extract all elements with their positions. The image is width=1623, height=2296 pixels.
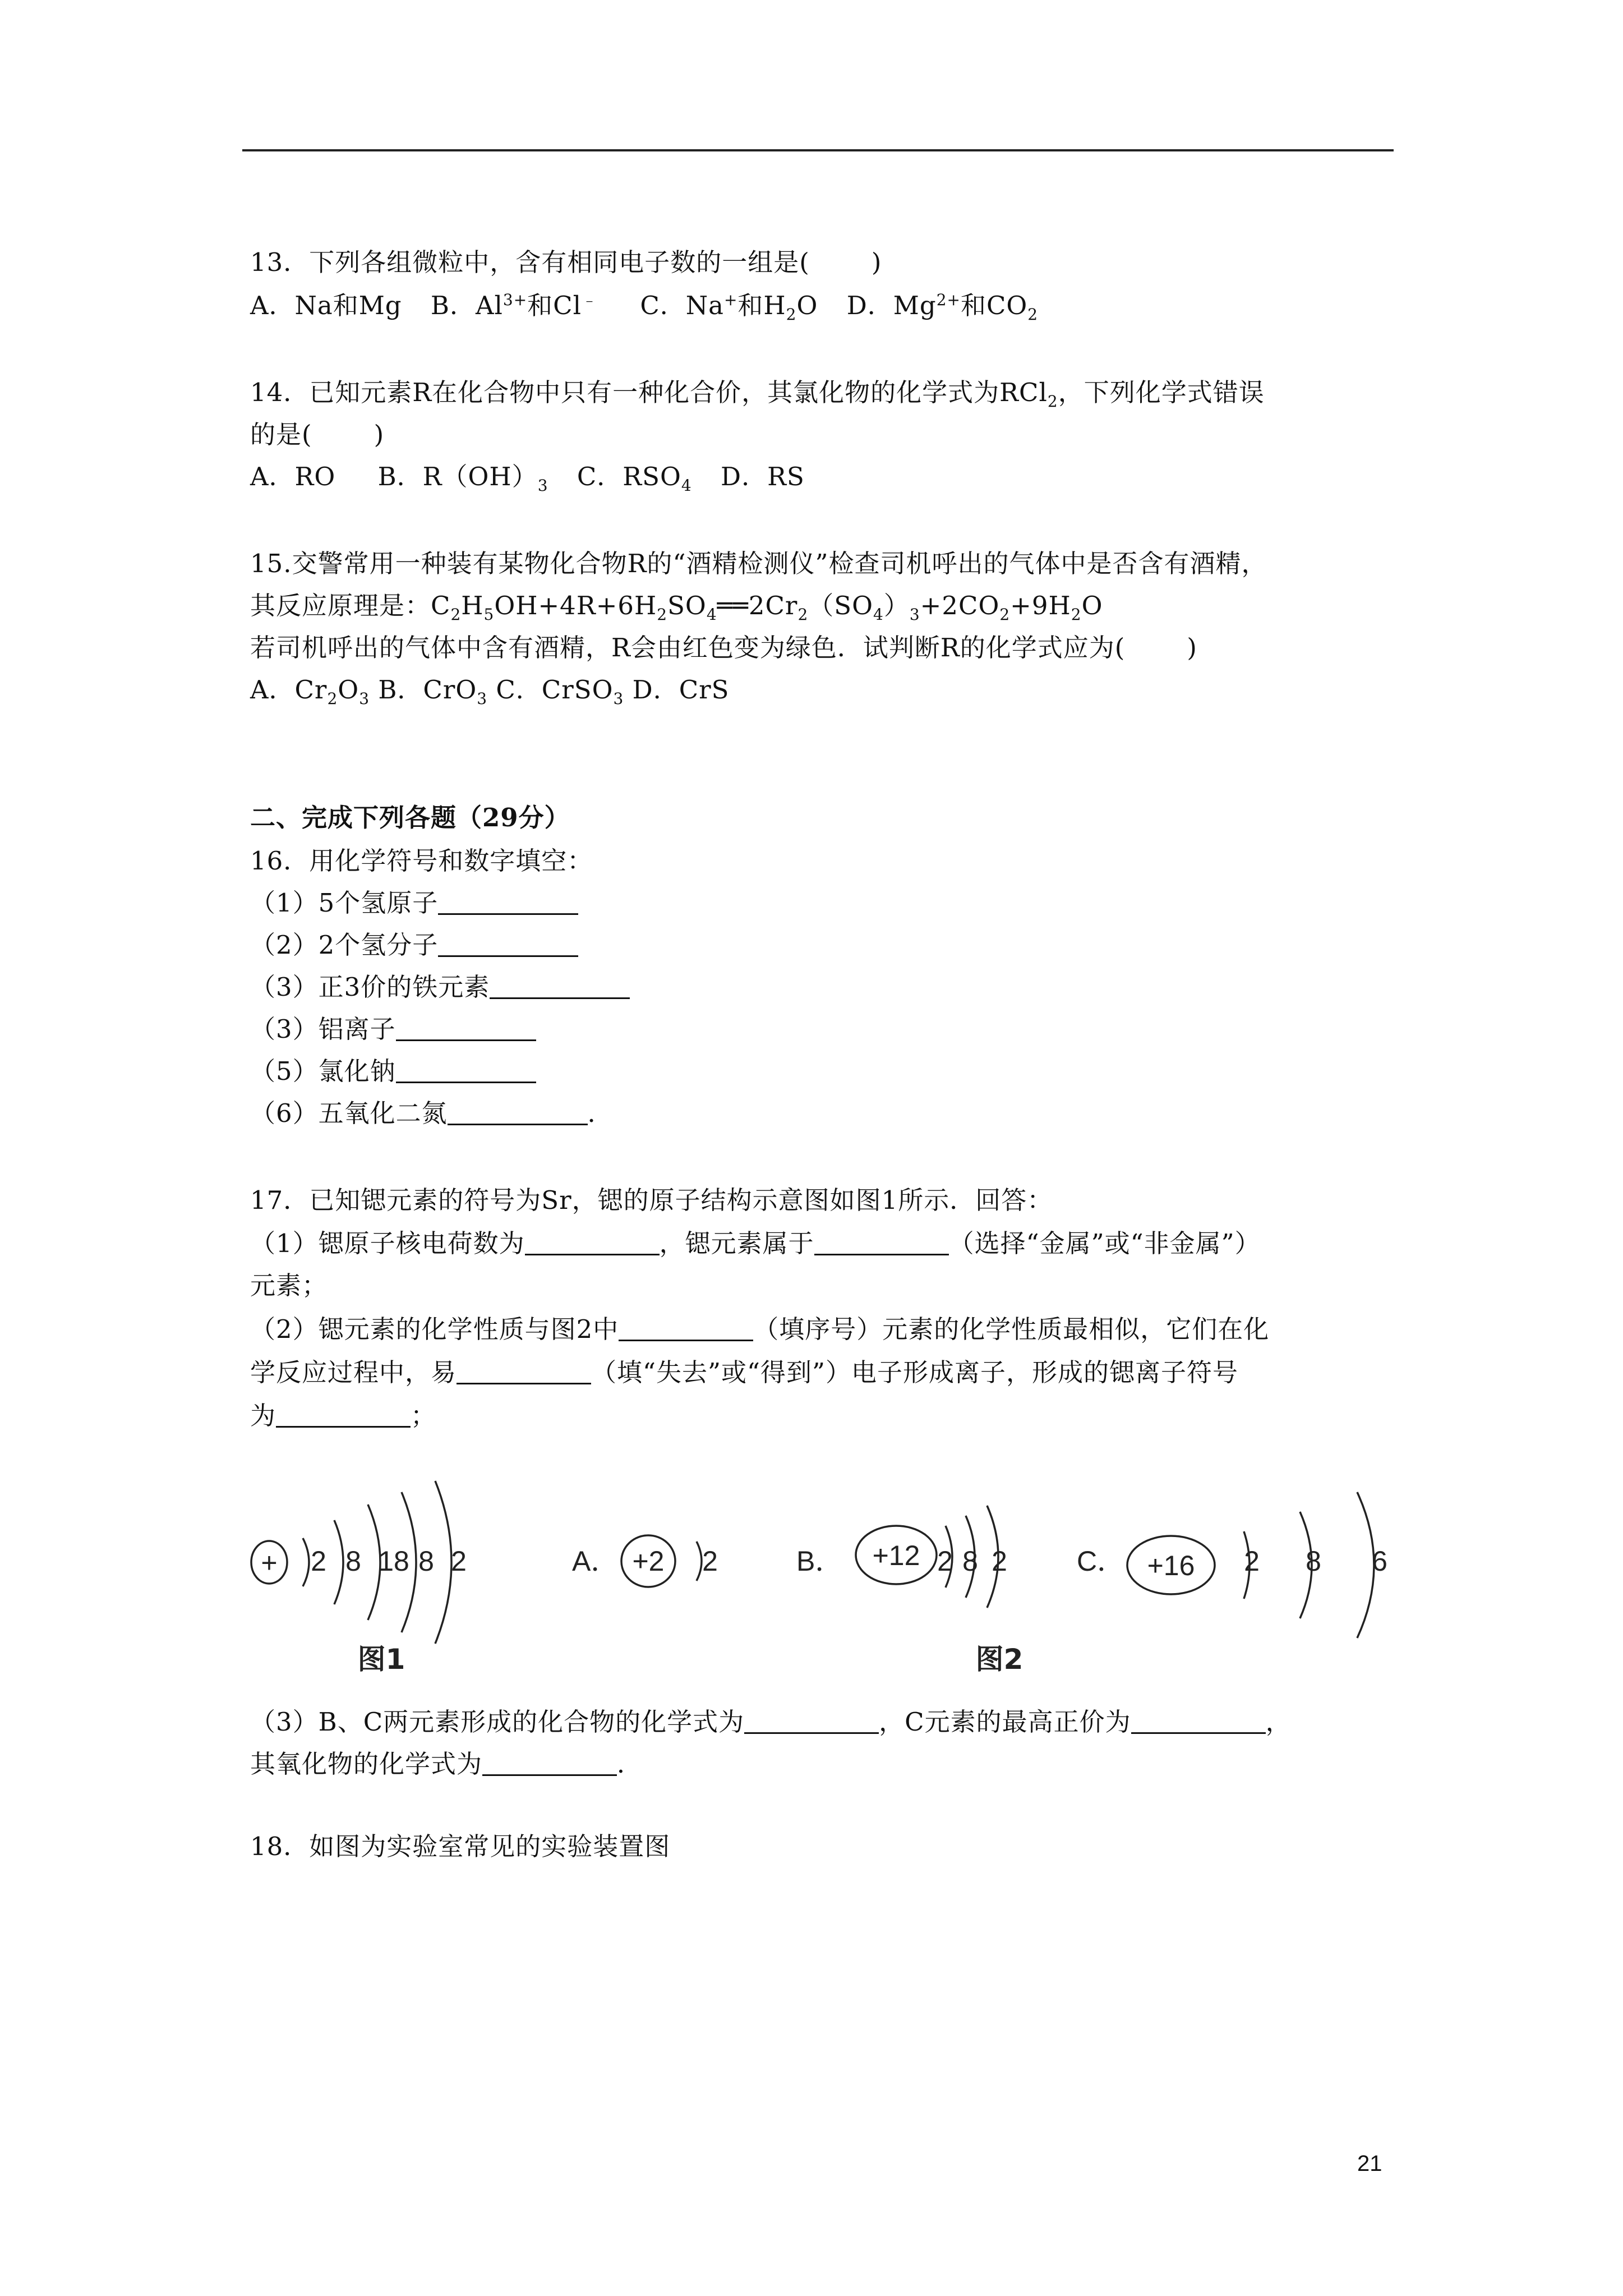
sr-shell-count: 2 [311, 1545, 326, 1577]
q14-option-b: B．$R(OH)_3$ [377, 462, 548, 495]
answer-blank[interactable] [814, 1228, 949, 1255]
q15-options [250, 673, 729, 707]
answer-blank[interactable] [525, 1228, 660, 1255]
c-shell-count: 2 [1244, 1545, 1260, 1577]
q16-item-3: （3）正3价的铁元素 [250, 970, 630, 1004]
q17-part1: （1）锶原子核电荷数为 ，锶元素属于 （选择“金属”或“非金属”） [250, 1228, 1261, 1258]
q14-options [250, 460, 805, 494]
q17-part2: （2）锶元素的化学性质与图2中 （填序号）元素的化学性质最相似，它们在化 [250, 1314, 1270, 1344]
q13-option-b: B．$Al^{3+}$和Cl﹣ [430, 291, 598, 320]
q15-option-c: C．CrSO$_3$ [496, 675, 624, 708]
answer-blank[interactable] [396, 1014, 536, 1041]
a-nucleus-label: +2 [632, 1545, 665, 1577]
b-shell-count: 8 [962, 1545, 978, 1577]
q16-stem: 16．用化学符号和数字填空： [250, 846, 593, 876]
q17-part2-line2: 学反应过程中，易 （填“失去”或“得到”）电子形成离子，形成的锶离子符号 [250, 1358, 1239, 1387]
q14-stem-line2: 的是( ) [250, 420, 385, 449]
atom-structure-diagrams [241, 1458, 1402, 1694]
answer-blank[interactable] [1131, 1706, 1266, 1734]
a-option-label: A． [572, 1545, 619, 1577]
q16-item-2: （2）2个氢分子 [250, 928, 578, 962]
q15-option-a: A．$Cr_2O_3$ [250, 675, 370, 708]
answer-blank[interactable] [438, 930, 578, 957]
q17-part1-end: 元素； [250, 1271, 328, 1300]
sr-shell-arc [303, 1538, 309, 1586]
q14-option-d: D．RS [721, 462, 805, 491]
q13-option-c: C．Na+和$H_2O$ [640, 291, 818, 324]
sr-shell-count: 8 [418, 1545, 434, 1577]
sr-shell-arc [334, 1520, 343, 1604]
sr-shell-count: 18 [378, 1545, 409, 1577]
c-shell-count: 6 [1372, 1545, 1387, 1577]
figure-2-caption: 图2 [975, 1643, 1023, 1676]
q15-question: 若司机呼出的气体中含有酒精，R会由红色变为绿色．试判断R的化学式应为( ) [250, 633, 1197, 662]
q16-item-4: （3）铝离子 [250, 1013, 536, 1046]
answer-blank[interactable] [276, 1400, 411, 1428]
c-shell-count: 8 [1306, 1545, 1321, 1577]
a-shell-arc [697, 1542, 702, 1581]
q16-item-5: （5）氯化钠 [250, 1055, 536, 1088]
sr-nucleus-label: + [261, 1547, 278, 1579]
answer-blank[interactable] [396, 1056, 536, 1083]
q17-stem: 17．已知锶元素的符号为Sr，锶的原子结构示意图如图1所示．回答： [250, 1185, 1053, 1215]
answer-blank[interactable] [457, 1357, 591, 1384]
q17-part3: （3）B、C两元素形成的化合物的化学式为 ，C元素的最高正价为 ， [250, 1707, 1292, 1737]
answer-blank[interactable] [438, 887, 578, 915]
answer-blank[interactable] [490, 972, 630, 999]
b-nucleus-label: +12 [872, 1540, 920, 1571]
q17-part2-line3: 为 ； [250, 1401, 437, 1430]
answer-blank[interactable] [744, 1706, 879, 1734]
page-number: 21 [1357, 2151, 1382, 2176]
q14-option-c: C．$RSO_4$ [577, 462, 692, 495]
q17-part3-line2: 其氧化物的化学式为 ． [250, 1749, 643, 1779]
answer-blank[interactable] [619, 1314, 753, 1341]
q15-equation: 其反应原理是：$C_2H_5OH+4R+6H_2SO_4══2Cr_2(SO_4)_3+2CO_2+9H_2O$ [250, 591, 1103, 624]
answer-blank[interactable] [482, 1749, 617, 1776]
b-shell-count: 2 [992, 1545, 1007, 1577]
q15-option-d: D．CrS [632, 675, 730, 705]
q13-option-d: D．$Mg^{2+}$和$CO_2$ [846, 291, 1039, 324]
b-option-label: B． [796, 1545, 843, 1577]
q13-option-a: A．Na和Mg [250, 291, 402, 320]
q15-option-b: B．CrO$_3$ [378, 675, 488, 708]
q15-stem: 15.交警常用一种装有某物化合物R的“酒精检测仪”检查司机呼出的气体中是否含有酒精， [250, 549, 1267, 578]
c-nucleus-label: +16 [1147, 1550, 1195, 1581]
b-shell-count: 2 [937, 1545, 953, 1577]
answer-blank[interactable] [448, 1098, 588, 1125]
q13-stem: 13．下列各组微粒中，含有相同电子数的一组是( ) [250, 247, 882, 277]
figure-1-caption: 图1 [357, 1643, 405, 1676]
atom-structure-figure [241, 1458, 1402, 1694]
c-option-label: C． [1077, 1545, 1126, 1577]
sr-shell-count: 8 [345, 1545, 361, 1577]
a-shell-count: 2 [702, 1545, 718, 1577]
q16-item-1: （1）5个氢原子 [250, 886, 578, 920]
sr-shell-arc [435, 1481, 451, 1644]
q14-stem: 14．已知元素R在化合物中只有一种化合价，其氯化物的化学式为RCl$_2$，下列化学式错误 [250, 378, 1265, 411]
q18-stem: 18．如图为实验室常见的实验装置图 [250, 1832, 671, 1861]
q16-item-6: （6）五氧化二氮 ． [250, 1098, 614, 1128]
header-rule [242, 149, 1394, 151]
q14-option-a: A．RO [250, 462, 336, 491]
q13-options [250, 289, 1038, 323]
sr-shell-count: 2 [451, 1545, 467, 1577]
section-title: 二、完成下列各题（29分） [250, 803, 570, 832]
